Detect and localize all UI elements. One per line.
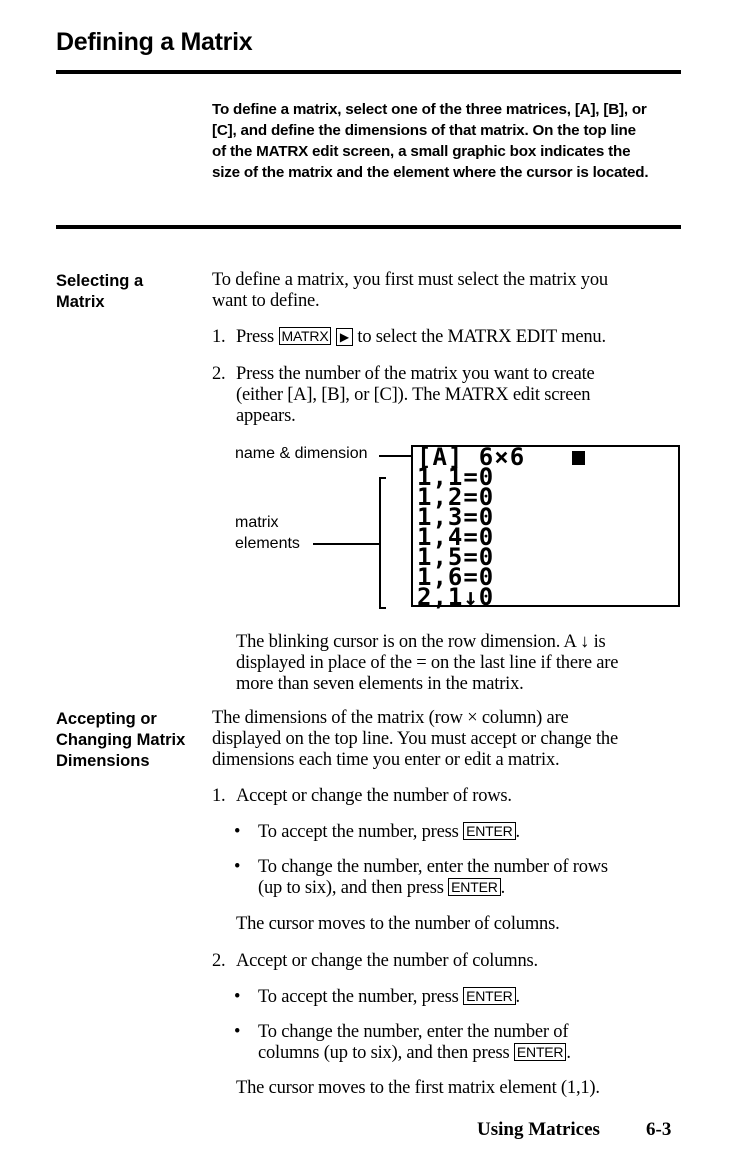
step-1-select <box>212 327 692 348</box>
step-1-rows <box>212 786 512 807</box>
screen-line-element: 1,4=0 <box>417 523 495 551</box>
para-line: dimensions each time you enter or edit a matrix. <box>212 750 560 770</box>
intro-line: size of the matrix and the element where the cursor is located. <box>212 164 649 181</box>
enter-key: ENTER <box>448 878 500 896</box>
enter-key: ENTER <box>514 1043 566 1061</box>
enter-key: ENTER <box>463 987 515 1005</box>
para-line: To define a matrix, you first must select the matrix you <box>212 270 608 290</box>
heading-line: Dimensions <box>56 752 150 770</box>
step-text: Accept or change the number of columns. <box>236 951 538 971</box>
section1-para <box>212 270 692 312</box>
callout-name-dimension: name & dimension <box>235 445 368 462</box>
punctuation: . <box>566 1043 571 1063</box>
screen-line-element: 1,3=0 <box>417 503 495 531</box>
callout-bracket <box>379 477 381 608</box>
screen-line-name-dimension: [A] 6×6 <box>417 443 526 471</box>
callout-matrix-elements <box>235 512 300 554</box>
section2-para <box>212 708 692 771</box>
heading-line: Accepting or <box>56 710 157 728</box>
heading-line: Changing Matrix <box>56 731 186 749</box>
callout-leader <box>379 455 411 457</box>
intro-line: of the MATRX edit screen, a small graphic box indicates the <box>212 143 631 160</box>
bullet-icon: • <box>234 987 241 1007</box>
bullet-text: columns (up to six), and then press <box>258 1043 510 1063</box>
step-2-select <box>212 364 692 427</box>
screen-line-element: 2,1↓0 <box>417 583 495 611</box>
para-line: more than seven elements in the matrix. <box>236 674 524 694</box>
step-text: Press the number of the matrix you want to create <box>236 364 595 384</box>
matrx-key: MATRX <box>279 327 332 345</box>
bullet-icon: • <box>234 1022 241 1042</box>
footer-chapter-title: Using Matrices <box>477 1119 600 1140</box>
footer-page-number: 6-3 <box>646 1119 672 1140</box>
section-rule <box>56 225 681 229</box>
bullet-text: (up to six), and then press <box>258 878 444 898</box>
step-text: Press <box>236 327 275 347</box>
header-rule <box>56 70 681 74</box>
step-number: 2. <box>212 364 226 384</box>
bullet-icon: • <box>234 857 241 877</box>
para-line: The dimensions of the matrix (row × column) are <box>212 708 569 728</box>
screen-line-element: 1,1=0 <box>417 463 495 491</box>
cursor-block <box>572 451 585 465</box>
section-heading-selecting <box>56 271 143 313</box>
callout-leader <box>313 543 380 545</box>
bullet-icon: • <box>234 822 241 842</box>
page-title: Defining a Matrix <box>56 28 253 56</box>
bullet-text: To accept the number, press <box>258 822 459 842</box>
right-arrow-key: ▶ <box>336 328 353 346</box>
callout-line: elements <box>235 535 300 552</box>
note-rows: The cursor moves to the number of columns. <box>236 914 560 934</box>
punctuation: . <box>500 878 506 898</box>
calculator-screen <box>411 443 680 611</box>
intro-line: [C], and define the dimensions of that matrix. On the top line <box>212 122 636 139</box>
callout-line: matrix <box>235 514 279 531</box>
intro-line: To define a matrix, select one of the three matrices, [A], [B], or <box>212 101 647 118</box>
step-text: Accept or change the number of rows. <box>236 786 512 806</box>
para-line: The blinking cursor is on the row dimension. A ↓ is <box>236 632 606 652</box>
step-number: 2. <box>212 951 226 971</box>
bullet-text: To accept the number, press <box>258 987 459 1007</box>
step-number: 1. <box>212 327 226 347</box>
screen-line-element: 1,2=0 <box>417 483 495 511</box>
screen-line-element: 1,6=0 <box>417 563 495 591</box>
step-text: appears. <box>236 406 296 426</box>
callout-bracket-top <box>379 477 386 479</box>
intro-paragraph <box>212 99 692 183</box>
enter-key: ENTER <box>463 822 515 840</box>
punctuation: . <box>515 822 520 842</box>
para-line: displayed on the top line. You must accept or change the <box>212 729 618 749</box>
bullet-text: To change the number, enter the number of <box>258 1022 569 1042</box>
bullet-text: To change the number, enter the number of rows <box>258 857 608 877</box>
step-text: (either [A], [B], or [C]). The MATRX edit screen <box>236 385 591 405</box>
screen-line-element: 1,5=0 <box>417 543 495 571</box>
heading-line: Matrix <box>56 293 105 311</box>
note-columns: The cursor moves to the first matrix element (1,1). <box>236 1078 600 1098</box>
step-2-columns <box>212 951 538 972</box>
heading-line: Selecting a <box>56 272 144 290</box>
para-line: displayed in place of the = on the last line if there are <box>236 653 619 673</box>
callout-bracket-bottom <box>379 607 386 609</box>
cursor-note <box>236 632 696 695</box>
step-number: 1. <box>212 786 226 806</box>
step-text: to select the MATRX EDIT menu. <box>357 327 606 347</box>
punctuation: . <box>515 987 520 1007</box>
section-heading-dimensions <box>56 709 185 772</box>
para-line: want to define. <box>212 291 320 311</box>
